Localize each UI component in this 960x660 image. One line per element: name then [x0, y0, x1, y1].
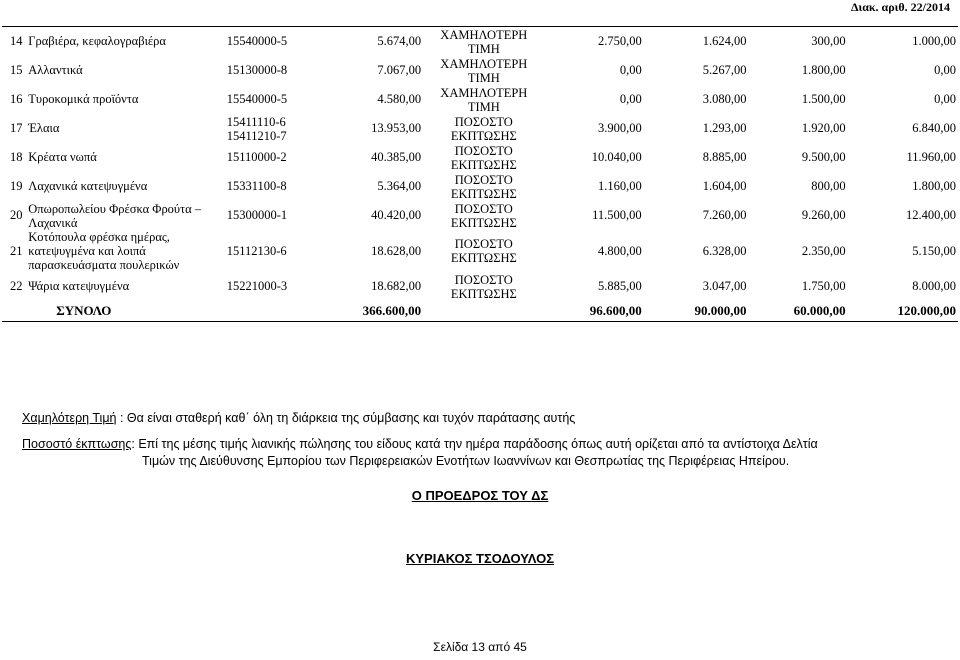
cell-v4: 1.000,00 [848, 27, 958, 57]
table-row [2, 27, 958, 57]
table-row [2, 143, 958, 172]
cell-v1: 10.040,00 [591, 150, 642, 164]
cell-item: Κρέατα νωπά [28, 150, 97, 164]
total-cell [423, 301, 544, 322]
cell-cpv: 15110000-2 [226, 150, 287, 164]
cell-qty: 13.953,00 [371, 121, 422, 135]
note-term: Χαμηλότερη Τιμή [22, 411, 117, 425]
page-number: Σελίδα 13 από 45 [433, 640, 527, 654]
cell-item: Λαχανικά κατεψυγμένα [28, 179, 148, 193]
cell-method: ΠΟΣΟΣΤΟ ΕΚΠΤΩΣΗΣ [450, 143, 517, 172]
cell-v1: 1.160,00 [597, 179, 642, 193]
cell-cpv: 15221000-3 [226, 279, 288, 293]
table-row [2, 56, 958, 85]
table-row [2, 201, 958, 230]
cell-cpv: 15540000-5 [225, 27, 335, 57]
cell-item: Γραβιέρα, κεφαλογραβιέρα [26, 27, 224, 57]
cell-v1: 0,00 [619, 92, 642, 106]
table-row [2, 114, 958, 143]
table-row [2, 85, 958, 114]
cell-v4: 6.840,00 [912, 121, 956, 135]
cell-v2: 1.624,00 [644, 27, 749, 57]
cell-no: 18 [10, 150, 23, 164]
cell-v4: 1.800,00 [912, 179, 956, 193]
cell-cpv: 15112130-6 [226, 243, 287, 258]
cell-v3: 1.920,00 [801, 121, 846, 135]
cell-item: Κοτόπουλα φρέσκα ημέρας, κατεψυγμένα και λοιπά παρασκευάσματα πουλερικών [28, 230, 180, 272]
cell-v3: 9.260,00 [801, 208, 846, 222]
cell-v2: 3.047,00 [702, 279, 747, 293]
cell-cpv: 15300000-1 [226, 208, 288, 222]
cell-item: Αλλαντικά [28, 63, 83, 77]
cell-v3: 9.500,00 [801, 150, 846, 164]
cell-v1: 3.900,00 [597, 121, 642, 135]
cell-v4: 12.400,00 [906, 208, 956, 222]
cell-v4: 0,00 [934, 92, 956, 106]
total-cell: 96.600,00 [589, 303, 642, 318]
cell-no: 15 [10, 63, 23, 77]
table-row [2, 272, 958, 301]
cell-item: Οπωροπωλείου Φρέσκα Φρούτα – Λαχανικά [28, 201, 202, 230]
cell-no: 19 [10, 179, 23, 193]
cell-no: 20 [10, 208, 23, 222]
note-term: Ποσοστό έκπτωσης [22, 437, 132, 451]
cell-method: ΠΟΣΟΣΤΟ ΕΚΠΤΩΣΗΣ [450, 272, 517, 301]
cell-method: ΧΑΜΗΛΟΤΕΡΗ ΤΙΜΗ [440, 56, 528, 85]
cell-qty: 4.580,00 [377, 92, 422, 106]
table-row [2, 230, 958, 272]
total-cell [2, 301, 26, 322]
cell-v3: 1.800,00 [801, 63, 846, 77]
cell-cpv: 15411110-6 15411210-7 [226, 114, 287, 143]
cell-v3: 1.750,00 [801, 279, 846, 293]
cell-v1: 0,00 [619, 63, 642, 77]
cell-method: ΠΟΣΟΣΤΟ ΕΚΠΤΩΣΗΣ [450, 237, 517, 265]
cell-v1: 4.800,00 [597, 243, 642, 258]
cell-v2: 8.885,00 [702, 150, 747, 164]
cell-item: Ψάρια κατεψυγμένα [28, 279, 130, 293]
cell-qty: 7.067,00 [377, 63, 422, 77]
cell-v3: 800,00 [811, 179, 846, 193]
note-text: : Επί της μέσης τιμής λιανικής πώλησης του είδους κατά την ημέρα παράδοσης όπως αυτή ορίζεται από τα αντίστοιχα Δελτία [131, 437, 818, 451]
note-lowest-price [22, 410, 942, 427]
cell-v4: 8.000,00 [912, 279, 956, 293]
cell-v2: 6.328,00 [702, 243, 747, 258]
items-table [2, 26, 958, 322]
total-cell: 366.600,00 [362, 303, 422, 318]
cell-method: ΧΑΜΗΛΟΤΕΡΗ ΤΙΜΗ [440, 85, 528, 114]
cell-no: 22 [10, 279, 23, 293]
signature-title: Ο ΠΡΟΕΔΡΟΣ ΤΟΥ ΔΣ [411, 488, 549, 503]
cell-no: 21 [10, 243, 23, 258]
document-reference: Διακ. αριθ. 22/2014 [850, 0, 950, 14]
cell-qty: 5.674,00 [335, 27, 423, 57]
cell-cpv: 15331100-8 [226, 179, 287, 193]
cell-v1: 11.500,00 [592, 208, 642, 222]
cell-v3: 2.350,00 [801, 243, 846, 258]
cell-cpv: 15540000-5 [226, 92, 288, 106]
cell-item: Έλαια [28, 121, 60, 135]
cell-qty: 18.682,00 [371, 279, 422, 293]
cell-v1: 2.750,00 [544, 27, 643, 57]
cell-qty: 40.385,00 [371, 150, 422, 164]
cell-v2: 1.293,00 [702, 121, 747, 135]
note-text: : Θα είναι σταθερή καθ΄ όλη τη διάρκεια της σύμβασης και τυχόν παράτασης αυτής [116, 411, 576, 425]
cell-v2: 7.260,00 [702, 208, 747, 222]
cell-method: ΠΟΣΟΣΤΟ ΕΚΠΤΩΣΗΣ [450, 172, 517, 201]
cell-v1: 5.885,00 [597, 279, 642, 293]
cell-qty: 5.364,00 [377, 179, 422, 193]
cell-v2: 5.267,00 [702, 63, 747, 77]
cell-no: 14 [2, 27, 26, 57]
cell-item: Τυροκομικά προϊόντα [28, 92, 139, 106]
total-cell [225, 301, 335, 322]
total-cell: 60.000,00 [793, 303, 846, 318]
table-row [2, 172, 958, 201]
cell-method: ΠΟΣΟΣΤΟ ΕΚΠΤΩΣΗΣ [450, 114, 517, 143]
cell-v3: 1.500,00 [801, 92, 846, 106]
cell-v4: 5.150,00 [912, 243, 956, 258]
cell-v4: 11.960,00 [906, 150, 956, 164]
total-cell: 120.000,00 [897, 303, 956, 318]
cell-qty: 40.420,00 [371, 208, 422, 222]
total-cell: 90.000,00 [694, 303, 747, 318]
total-row [2, 301, 958, 322]
cell-qty: 18.628,00 [371, 243, 422, 258]
cell-no: 16 [10, 92, 23, 106]
cell-method: ΠΟΣΟΣΤΟ ΕΚΠΤΩΣΗΣ [450, 201, 517, 230]
cell-v2: 3.080,00 [702, 92, 747, 106]
notes-section [22, 410, 942, 479]
note-text-continued: Τιμών της Διεύθυνσης Εμπορίου των Περιφερειακών Ενοτήτων Ιωαννίνων και Θεσπρωτίας της Περιφέρειας Ηπείρου. [142, 454, 790, 468]
cell-no: 17 [10, 121, 23, 135]
cell-method: ΧΑΜΗΛΟΤΕΡΗ ΤΙΜΗ [423, 27, 544, 57]
signature-name: ΚΥΡΙΑΚΟΣ ΤΣΟΔΟΥΛΟΣ [405, 551, 555, 566]
total-label: ΣΥΝΟΛΟ [56, 303, 112, 318]
cell-v2: 1.604,00 [702, 179, 747, 193]
cell-v3: 300,00 [748, 27, 847, 57]
items-table-body [2, 27, 958, 322]
note-discount-percent [22, 436, 942, 470]
cell-v4: 0,00 [934, 63, 956, 77]
cell-cpv: 15130000-8 [226, 63, 288, 77]
